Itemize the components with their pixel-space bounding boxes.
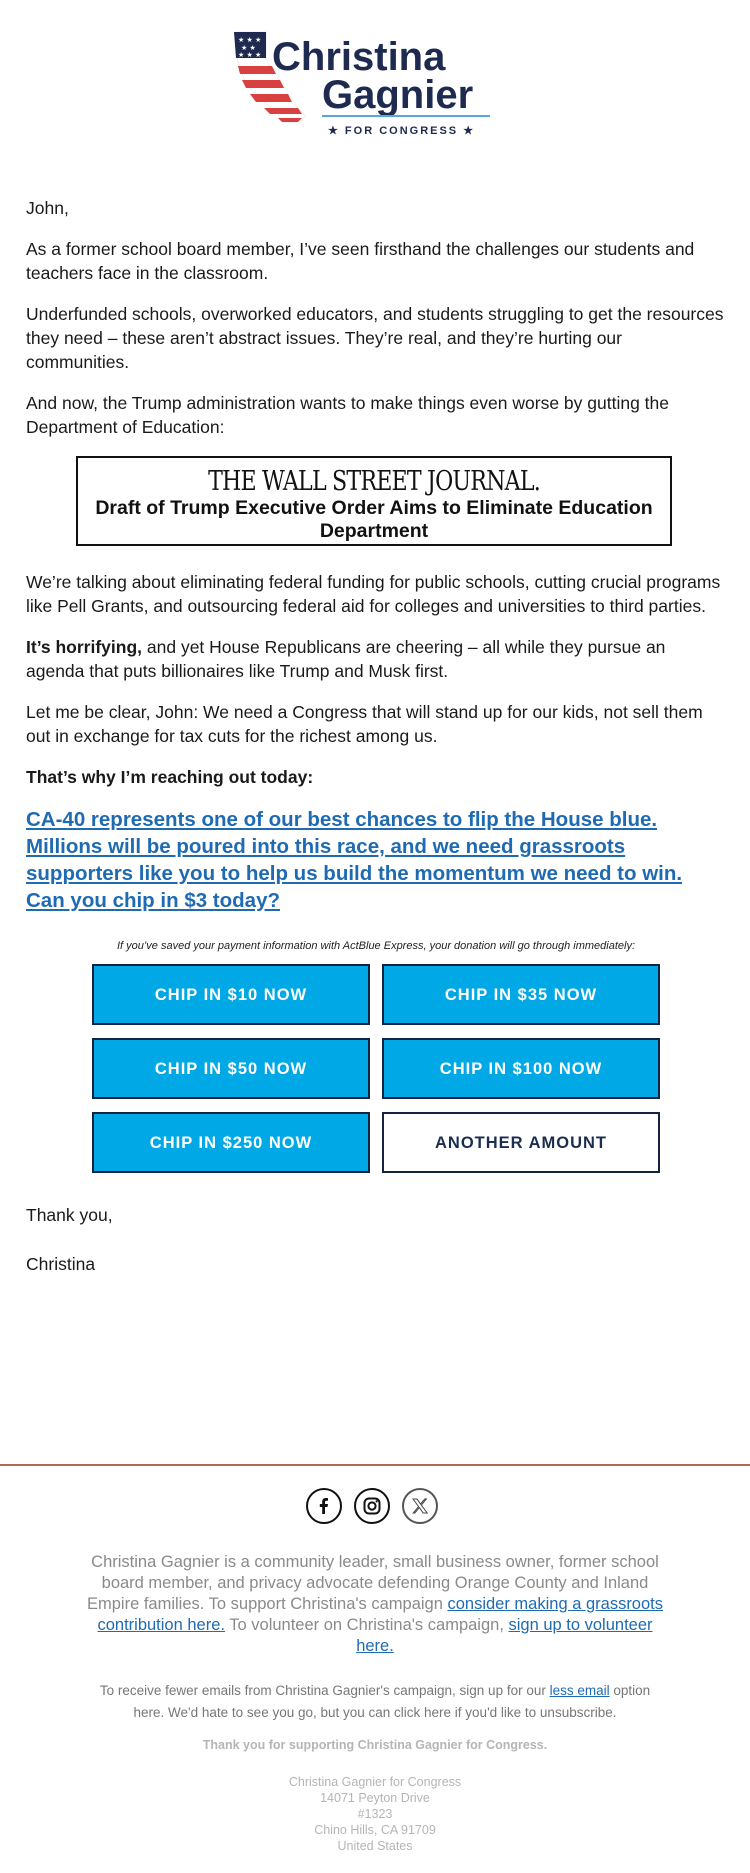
- signature: Christina: [26, 1254, 96, 1274]
- address-line: Christina Gagnier for Congress: [288, 1775, 462, 1789]
- paragraph-2: Underfunded schools, overworked educators, and students struggling to get the resources they need – these aren’t abstract issues. They’re real, and they’re hurting our communities.: [26, 304, 724, 372]
- logo-name-first: Christina: [272, 35, 446, 79]
- greeting: John,: [26, 198, 69, 218]
- x-icon[interactable]: [402, 1488, 438, 1524]
- address-line: Chino Hills, CA 91709: [314, 1823, 436, 1837]
- actblue-express-note: If you’ve saved your payment information with ActBlue Express, your donation will go through immediately:: [116, 940, 636, 952]
- paragraph-4: We’re talking about eliminating federal funding for public schools, cutting crucial programs like Pell Grants, and outsourcing federal aid for colleges and universities to third parties.: [26, 572, 721, 616]
- signoff: [26, 1203, 726, 1276]
- wsj-headline-card: [76, 456, 672, 546]
- logo-name-last: Gagnier: [322, 73, 474, 117]
- footer-unsubscribe: [90, 1680, 660, 1724]
- social-links: [306, 1488, 438, 1524]
- chip-in-10-button[interactable]: CHIP IN $10 NOW: [92, 964, 370, 1025]
- donation-buttons: [92, 964, 658, 1173]
- address-line: #1323: [357, 1807, 393, 1821]
- svg-text:★ ★ ★: ★ ★ ★: [238, 36, 262, 44]
- svg-text:★ ★ ★: ★ ★ ★: [238, 51, 262, 59]
- closing: Thank you,: [26, 1205, 113, 1225]
- chip-in-50-button[interactable]: CHIP IN $50 NOW: [92, 1038, 370, 1099]
- footer-bio-mid: To volunteer on Christina's campaign,: [224, 1616, 509, 1634]
- another-amount-button[interactable]: ANOTHER AMOUNT: [382, 1112, 660, 1173]
- footer-address: [0, 1774, 750, 1854]
- paragraph-5: [26, 635, 726, 683]
- footer-bio: [80, 1552, 670, 1657]
- paragraph-3: And now, the Trump administration wants to make things even worse by gutting the Department of Education:: [26, 393, 669, 437]
- chip-in-35-button[interactable]: CHIP IN $35 NOW: [382, 964, 660, 1025]
- footer-thanks: Thank you for supporting Christina Gagnier for Congress.: [202, 1738, 548, 1752]
- contribution-link[interactable]: consider making a grassroots contribution here.: [97, 1595, 663, 1634]
- address-line: 14071 Peyton Drive: [320, 1791, 430, 1805]
- facebook-icon[interactable]: [306, 1488, 342, 1524]
- email-body: [26, 196, 726, 1301]
- paragraph-5-bold: It’s horrifying,: [26, 637, 143, 657]
- footer-bio-text: Christina Gagnier is a community leader, small business owner, former school board member, and privacy advocate defending Orange County and Inland Empire families. To support Christina's campaign: [86, 1553, 659, 1613]
- paragraph-6: Let me be clear, John: We need a Congress that will stand up for our kids, not sell them out in exchange for tax cuts for the richest among us.: [26, 702, 703, 746]
- chip-in-100-button[interactable]: CHIP IN $100 NOW: [382, 1038, 660, 1099]
- paragraph-1: As a former school board member, I’ve seen firsthand the challenges our students and teachers face in the classroom.: [26, 239, 695, 283]
- chip-in-250-button[interactable]: CHIP IN $250 NOW: [92, 1112, 370, 1173]
- instagram-icon[interactable]: [354, 1488, 390, 1524]
- svg-text:★ ★: ★ ★: [241, 44, 256, 52]
- footer-divider: [0, 1464, 750, 1466]
- unsub-pre: To receive fewer emails from Christina Gagnier's campaign, sign up for our: [99, 1683, 550, 1698]
- paragraph-7: That’s why I’m reaching out today:: [26, 767, 314, 787]
- volunteer-link[interactable]: sign up to volunteer here.: [356, 1616, 653, 1655]
- address-line: United States: [337, 1839, 413, 1853]
- wsj-masthead: THE WALL STREET JOURNAL.: [208, 466, 540, 497]
- donate-cta-link[interactable]: CA-40 represents one of our best chances to flip the House blue. Millions will be poured into this race, and we need grassroots supporters like you to help us build the momentum we need to win. Can you chip in $3 today?: [26, 808, 683, 912]
- logo-tagline: ★ FOR CONGRESS ★: [328, 125, 476, 137]
- campaign-logo: [228, 22, 528, 152]
- wsj-headline: Draft of Trump Executive Order Aims to Eliminate Education Department: [95, 497, 653, 542]
- less-email-link[interactable]: less email: [549, 1683, 610, 1698]
- paragraph-5-rest: and yet House Republicans are cheering – all while they pursue an agenda that puts billionaires like Trump and Musk first.: [26, 637, 666, 681]
- unsub-post: option here. We'd hate to see you go, but you can click here if you'd like to unsubscribe.: [133, 1683, 651, 1720]
